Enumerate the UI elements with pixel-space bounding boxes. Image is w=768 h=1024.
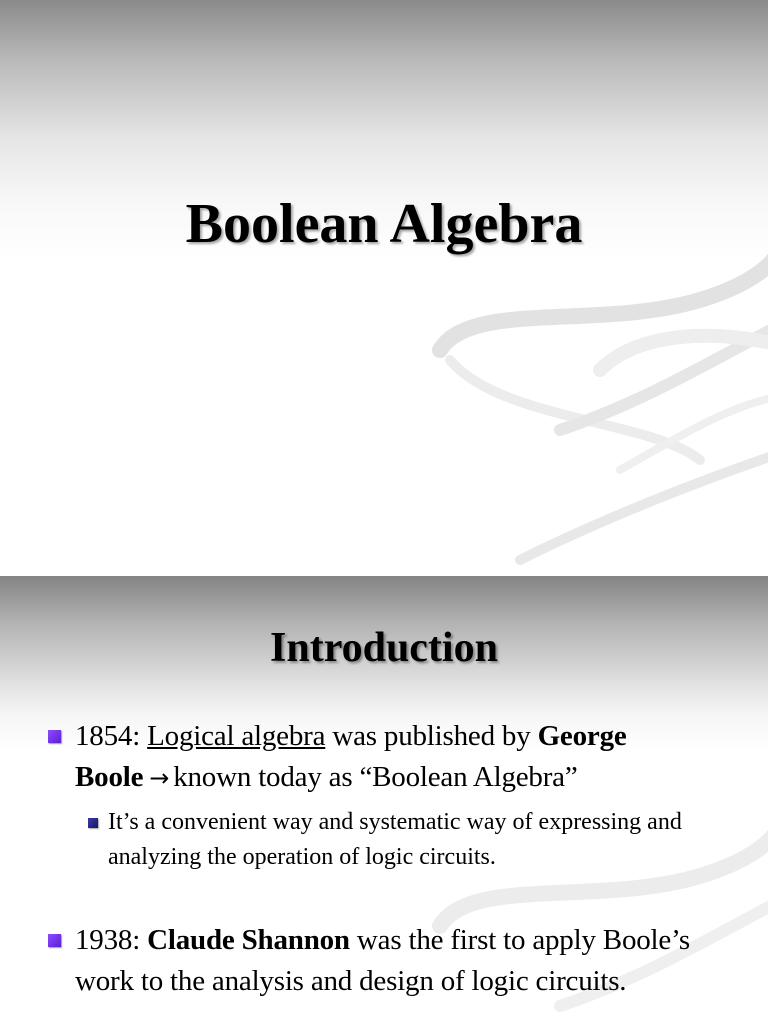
slide-title: Introduction <box>270 625 498 671</box>
bullet-1854 <box>75 716 715 799</box>
bullet-marker-icon <box>48 934 61 947</box>
bullet-person: George Boole <box>75 720 627 793</box>
bullet-text: was published by <box>332 720 531 752</box>
bullet-year: 1854: <box>75 720 141 752</box>
slide-title: Boolean Algebra <box>185 193 583 255</box>
introduction-slide <box>0 576 768 1024</box>
sub-bullet <box>108 805 708 875</box>
bullet-year: 1938: <box>75 924 141 956</box>
sub-bullet-marker-icon <box>88 818 98 828</box>
sub-bullet-text: It’s a convenient way and systematic way of expressing and analyzing the operation of logic circuits. <box>108 809 682 870</box>
bullet-1938 <box>75 920 715 1002</box>
bullet-marker-icon <box>48 730 61 743</box>
bullet-text: was the first to apply Boole’s work to the analysis and design of logic circuits. <box>75 924 691 997</box>
bullet-text: known today as “Boolean Algebra” <box>173 761 578 793</box>
arrow-icon: → <box>149 764 170 792</box>
bullet-person: Claude Shannon <box>147 924 350 956</box>
bullet-subject: Logical algebra <box>147 720 326 752</box>
